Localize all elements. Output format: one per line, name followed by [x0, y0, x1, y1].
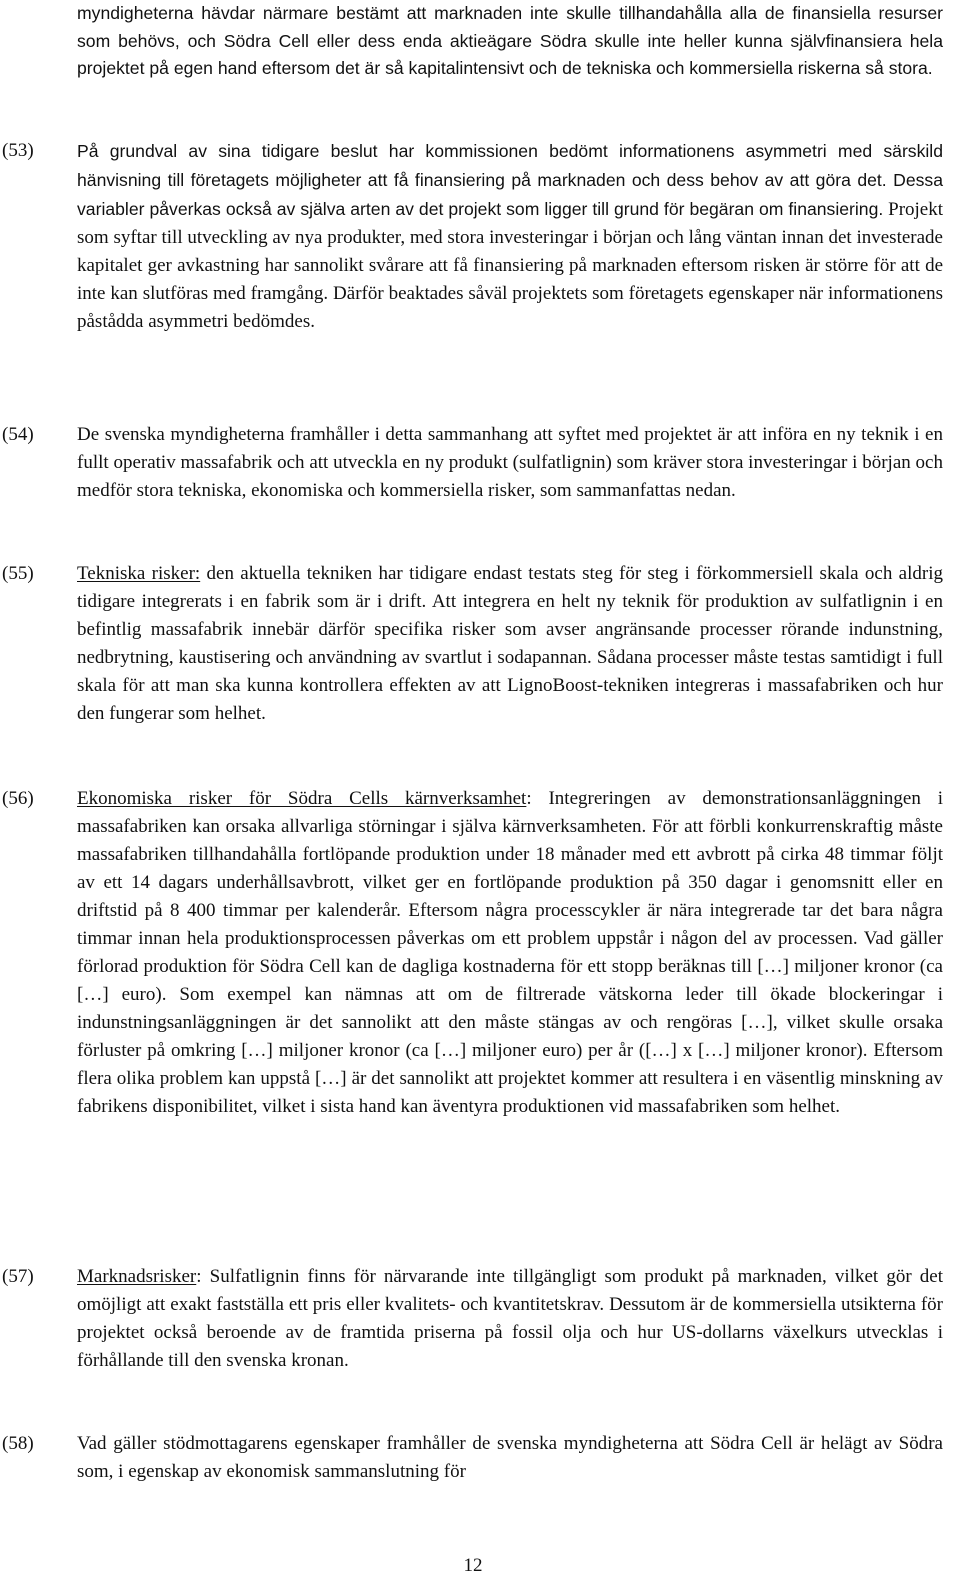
paragraph-text — [77, 1263, 943, 1375]
paragraph-body: den aktuella tekniken har tidigare endast testats steg för steg i förkommersiell skala och aldrig tidigare integrerats i en fabrik som är i drift. Att integrera en helt ny teknik för produktion av sulfatlignin i en befintlig massafabrik innebär därför specifika risker som avser angränsande processer rörande indunstning, nedbrytning, kaustisering och användning av svartlut i sodapannan. Sådana processer måste testas samtidigt i full skala för att man ska kunna kontrollera effekten av att LignoBoost-tekniken integreras i massafabriken och hur den fungerar som helhet. — [77, 563, 943, 724]
paragraph-heading: Tekniska risker: — [77, 563, 201, 584]
paragraph-text-serif: Projekt som syftar till utveckling av nya produkter, med stora investeringar i början och lång väntan innan det investerade kapitalet ger avkastning har sannolikt svårare att få finansiering på marknaden eftersom risken är större för att de inte kan slutföras med framgång. Därför beaktades såväl projektets som företagets egenskaper när informationens påstådda asymmetri bedömdes. — [77, 199, 944, 332]
page-number: 12 — [463, 1555, 483, 1576]
paragraph-text — [77, 785, 943, 1121]
paragraph-text — [77, 137, 943, 336]
paragraph-number: (55) — [2, 563, 34, 584]
paragraph-text-sans: På grundval av sina tidigare beslut har kommissionen bedömt informationens asymmetri med särskild hänvisning till företagets möjligheter att få finansiering på marknaden och dess behov av att göra det. Dessa variabler påverkas också av själva arten av det projekt som ligger till grund för begäran om finansiering. — [77, 141, 943, 219]
paragraph-text: De svenska myndigheterna framhåller i detta sammanhang att syftet med projektet är att införa en ny teknik i en fullt operativ massafabrik och att utveckla en ny produkt (sulfatlignin) som kräver stora investeringar i början och medför stora tekniska, ekonomiska och kommersiella risker, som sammanfattas nedan. — [77, 424, 943, 501]
paragraph-number: (53) — [2, 140, 34, 161]
paragraph-heading: Ekonomiska risker för Södra Cells kärnverksamhet — [77, 788, 527, 809]
paragraph-number: (56) — [2, 788, 34, 809]
paragraph-number: (57) — [2, 1266, 34, 1287]
paragraph-text: myndigheterna hävdar närmare bestämt att marknaden inte skulle tillhandahålla alla de finansiella resurser som behövs, och Södra Cell eller dess enda aktieägare Södra skulle inte heller kunna självfinansiera hela projektet på egen hand eftersom det är så kapitalintensivt och de tekniska och kommersiella riskerna så stora. — [77, 3, 943, 78]
paragraph-body: : Sulfatlignin finns för närvarande inte tillgängligt som produkt på marknaden, vilket gör det omöjligt att exakt fastställa ett pris eller kvalitets- och kvantitetskrav. Dessutom är de kommersiella utsikterna för projektet också beroende av de framtida priserna på fossil olja och hur US-dollarns växelkurs utvecklas i förhållande till den svenska kronan. — [77, 1266, 943, 1371]
paragraph-text — [77, 560, 943, 728]
paragraph-body: : Integreringen av demonstrationsanläggningen i massafabriken kan orsaka allvarliga störningar i själva kärnverksamheten. För att förbli konkurrenskraftig måste massafabriken tillhandahålla fortlöpande produktion under 18 månader med ett avbrott på cirka 48 timmar följt av ett 14 dagars underhållsavbrott, vilket ger en fortlöpande produktion på 350 dagar i genomsnitt eller en driftstid på 8 400 timmar per kalenderår. Eftersom några processcykler är nära integrerade tar det bara några timmar innan hela produktionsprocessen påverkas om ett problem uppstår i någon del av processen. Vad gäller förlorad produktion för Södra Cell kan de dagliga kostnaderna för ett stopp beräknas till […] miljoner kronor (ca […] euro). Som exempel kan nämnas att om de filtrerade vätskorna leder till ökade blockeringar i indunstningsanläggningen är det sannolikt att den måste stängas av och rengöras […], vilket skulle orsaka förluster på omkring […] miljoner kronor (ca […] miljoner euro) per år ([…] x […] miljoner kronor). Eftersom flera olika problem kan uppstå […] är det sannolikt att projektet kommer att resultera i en väsentlig minskning av fabrikens disponibilitet, vilket i sista hand kan äventyra produktionen vid massafabriken som helhet. — [77, 788, 943, 1117]
paragraph-text: Vad gäller stödmottagarens egenskaper framhåller de svenska myndigheterna att Södra Cell är helägt av Södra som, i egenskap av ekonomisk sammanslutning för — [77, 1433, 943, 1482]
paragraph-number: (54) — [2, 424, 34, 445]
paragraph-heading: Marknadsrisker — [77, 1266, 197, 1287]
paragraph-number: (58) — [2, 1433, 34, 1454]
